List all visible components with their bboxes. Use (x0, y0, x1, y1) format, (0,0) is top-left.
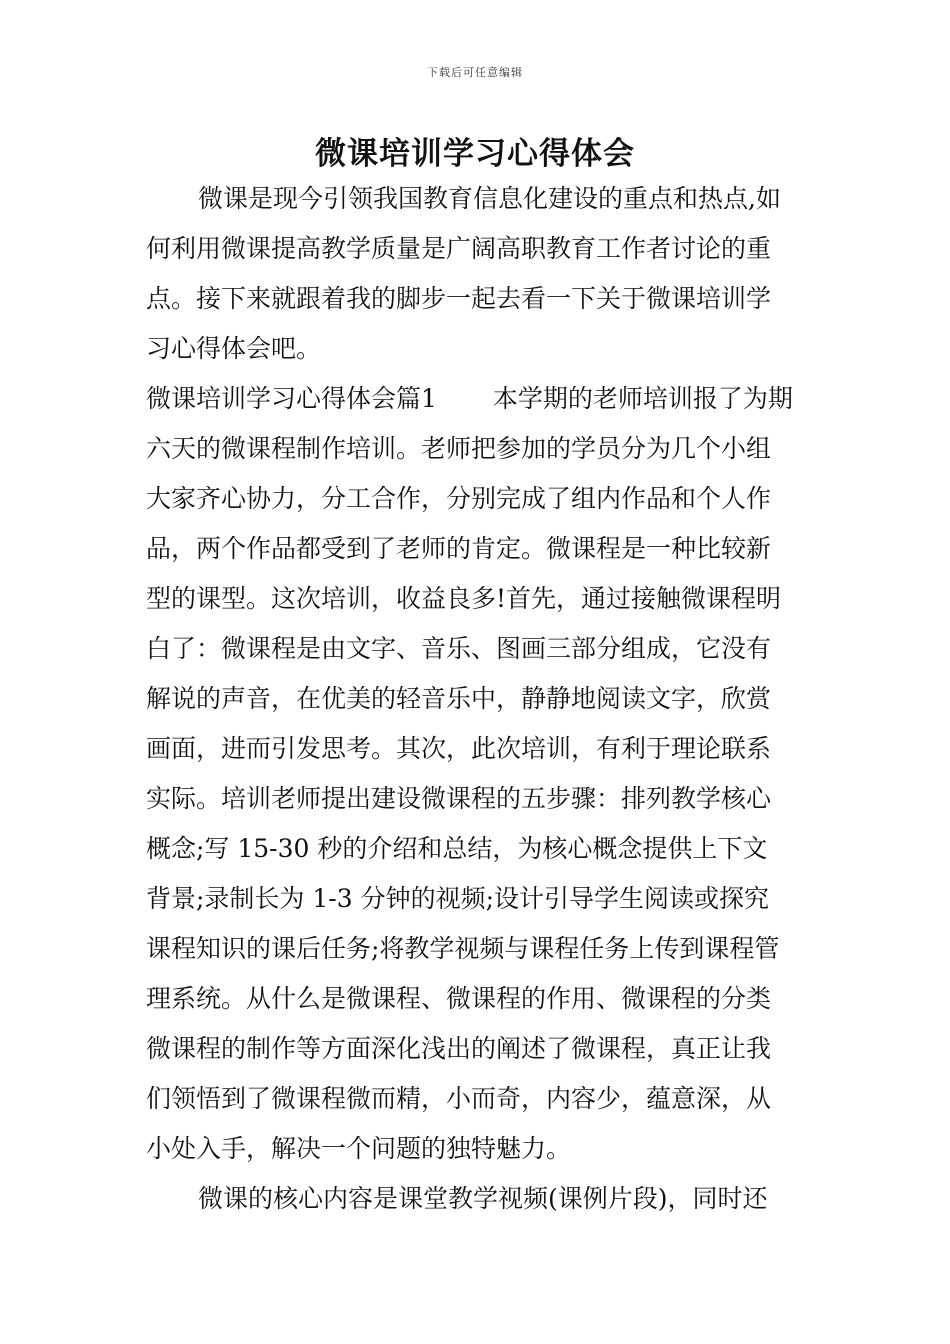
intro-line-3: 点。接下来就跟着我的脚步一起去看一下关于微课培训学 (146, 284, 772, 313)
page-header-note: 下载后可任意编辑 (427, 66, 523, 79)
section1-first-line (146, 374, 806, 424)
section1-line: 小处入手，解决一个问题的独特魅力。 (146, 1134, 572, 1163)
section1-first-line-text: 本学期的老师培训报了为期 (492, 384, 793, 413)
intro-line-2: 何利用微课提高教学质量是广阔高职教育工作者讨论的重 (146, 234, 772, 263)
section1-line: 背景;录制长为 1-3 分钟的视频;设计引导学生阅读或探究 (146, 884, 770, 913)
section1-line: 理系统。从什么是微课程、微课程的作用、微课程的分类 (146, 984, 772, 1013)
document-title: 微课培训学习心得体会 (315, 136, 635, 172)
section1-line: 实际。培训老师提出建设微课程的五步骤：排列教学核心 (146, 784, 772, 813)
section1-line: 解说的声音，在优美的轻音乐中，静静地阅读文字，欣赏 (146, 684, 772, 713)
intro-line-1: 微课是现今引领我国教育信息化建设的重点和热点,如 (198, 184, 781, 213)
section1-line: 大家齐心协力，分工合作，分别完成了组内作品和个人作 (146, 484, 772, 513)
section1-line: 型的课型。这次培训，收益良多!首先，通过接触微课程明 (146, 584, 782, 613)
section1-heading: 微课培训学习心得体会篇1 (146, 384, 437, 413)
section1-line: 概念;写 15-30 秒的介绍和总结，为核心概念提供上下文 (146, 834, 768, 863)
intro-line-4: 习心得体会吧。 (146, 334, 322, 363)
section1-line: 品，两个作品都受到了老师的肯定。微课程是一种比较新 (146, 534, 772, 563)
document-body (146, 174, 806, 1224)
section1-line: 课程知识的课后任务;将教学视频与课程任务上传到课程管 (146, 934, 780, 963)
section1-line: 六天的微课程制作培训。老师把参加的学员分为几个小组 (146, 434, 772, 463)
section1-line: 白了：微课程是由文字、音乐、图画三部分组成，它没有 (146, 634, 772, 663)
section1-line: 们领悟到了微课程微而精，小而奇，内容少，蕴意深，从 (146, 1084, 772, 1113)
section1-line: 画面，进而引发思考。其次，此次培训，有利于理论联系 (146, 734, 772, 763)
section1-line: 微课程的制作等方面深化浅出的阐述了微课程，真正让我 (146, 1034, 772, 1063)
paragraph2-line-1: 微课的核心内容是课堂教学视频(课例片段)，同时还 (198, 1184, 768, 1213)
